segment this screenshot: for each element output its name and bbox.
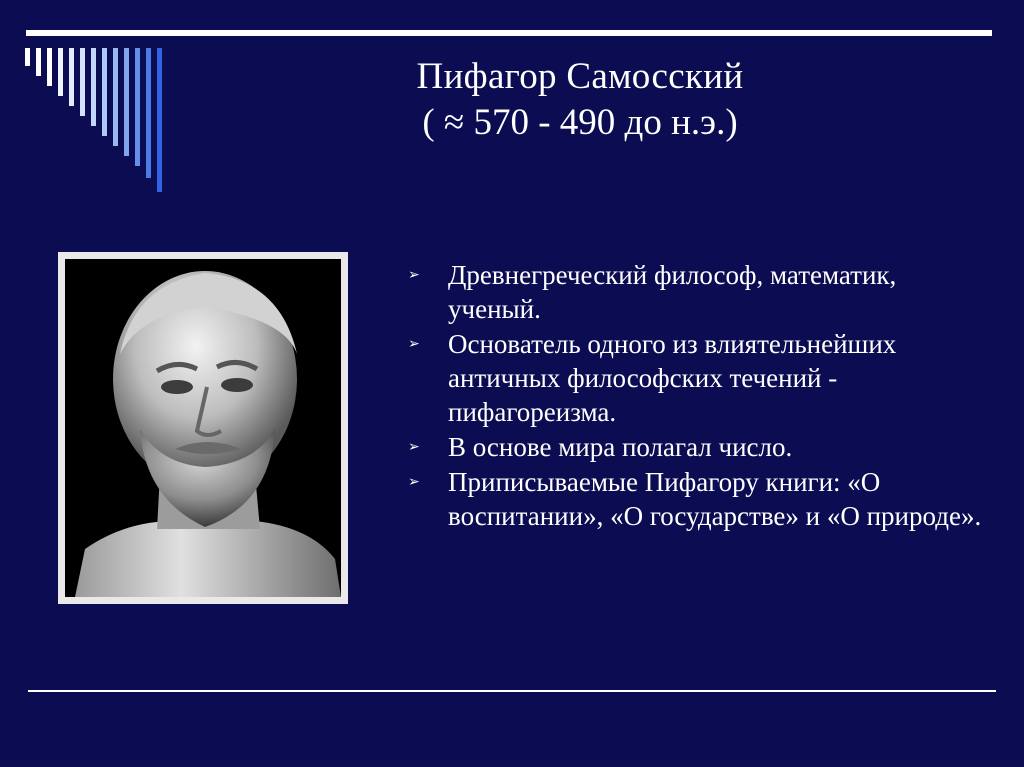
bust-portrait-icon xyxy=(65,259,341,597)
bullet-list xyxy=(408,258,988,534)
arrow-bullet-icon: ➢ xyxy=(408,336,420,352)
slide-title xyxy=(300,54,860,146)
list-item xyxy=(408,430,988,464)
arrow-bullet-icon: ➢ xyxy=(408,474,420,490)
decorative-stripe xyxy=(146,48,151,178)
bullet-text: Древнегреческий философ, математик, ученый. xyxy=(448,260,897,324)
bottom-divider-line xyxy=(28,690,996,692)
decorative-stripe xyxy=(157,48,162,192)
portrait-frame xyxy=(58,252,348,604)
top-divider-line xyxy=(26,30,992,36)
bullet-text: Основатель одного из влиятельнейших античных философских течений - пифагореизма. xyxy=(448,329,897,427)
arrow-bullet-icon: ➢ xyxy=(408,439,420,455)
arrow-bullet-icon: ➢ xyxy=(408,267,420,283)
decorative-stripe xyxy=(25,48,30,66)
decorative-stripe xyxy=(124,48,129,156)
bullet-text: В основе мира полагал число. xyxy=(448,432,793,462)
title-name: Пифагор Самосский xyxy=(416,56,744,97)
decorative-stripe xyxy=(113,48,118,146)
decorative-stripe xyxy=(135,48,140,166)
decorative-stripe xyxy=(69,48,74,106)
list-item xyxy=(408,465,988,533)
list-item xyxy=(408,258,988,326)
title-dates: ( ≈ 570 - 490 до н.э.) xyxy=(422,102,738,143)
list-item xyxy=(408,327,988,429)
decorative-stripe xyxy=(80,48,85,116)
bullet-text: Приписываемые Пифагору книги: «О воспитании», «О государстве» и «О природе». xyxy=(448,467,982,531)
decorative-stripe xyxy=(58,48,63,96)
decorative-stripe xyxy=(91,48,96,126)
decorative-stripe xyxy=(102,48,107,136)
decorative-stripe xyxy=(36,48,41,76)
decorative-stripe xyxy=(47,48,52,86)
